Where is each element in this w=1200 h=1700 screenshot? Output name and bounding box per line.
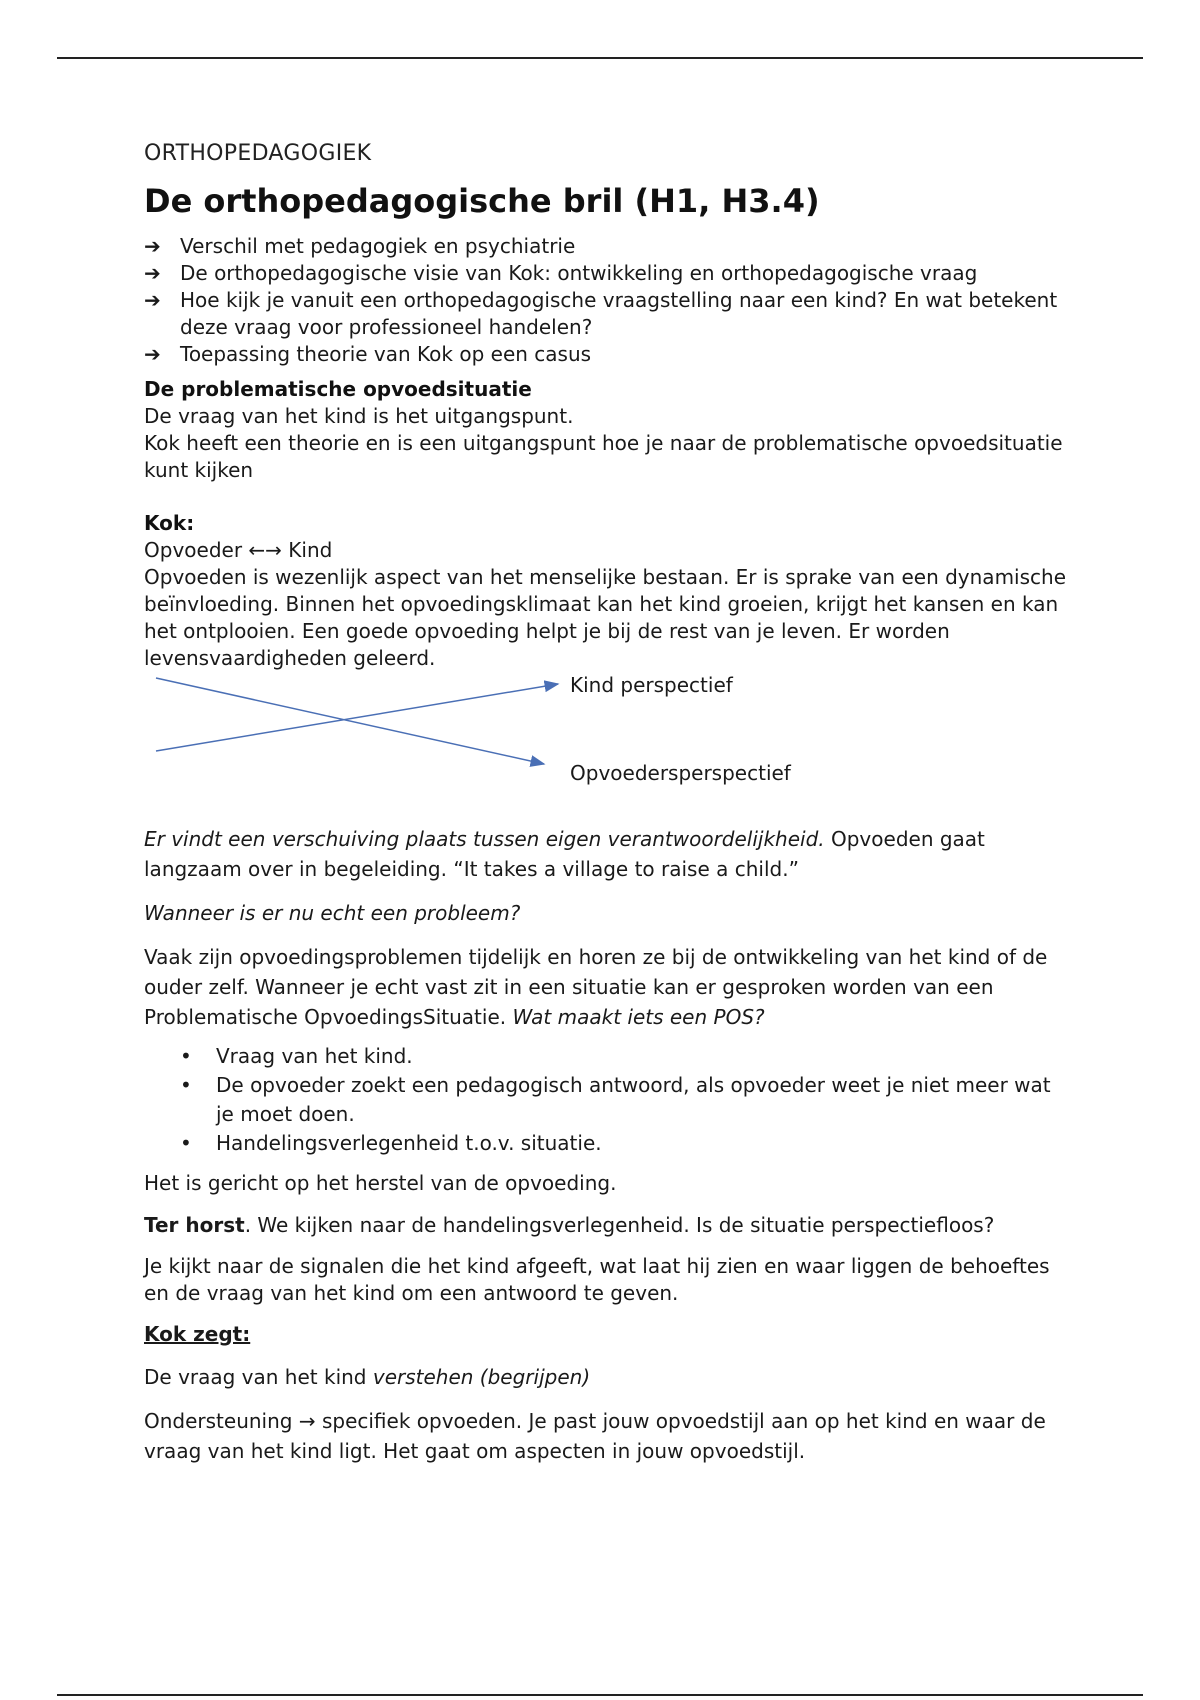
arrow-icon: ➔ xyxy=(144,234,161,258)
bullet-list xyxy=(144,1042,1074,1158)
opvoedersperspectief-label: Opvoedersperspectief xyxy=(570,761,791,785)
paragraph: Er vindt een verschuiving plaats tussen eigen verantwoordelijkheid. Opvoeden gaat langzaam over in begeleiding. “It takes a village to raise a child.” xyxy=(144,827,985,881)
relation-line: Opvoeder ←→ Kind xyxy=(144,538,333,562)
crossing-arrows xyxy=(144,672,574,810)
bullet-icon: • xyxy=(180,1131,192,1155)
subject-label: ORTHOPEDAGOGIEK xyxy=(144,141,372,166)
paragraph: De vraag van het kind is het uitgangspunt. xyxy=(144,404,574,428)
arrow-to-kind xyxy=(156,684,558,751)
section-heading-problematische-opvoedsituatie: De problematische opvoedsituatie xyxy=(144,377,532,401)
top-rule xyxy=(57,57,1143,59)
kind-perspectief-label: Kind perspectief xyxy=(570,673,733,697)
paragraph: Opvoeden is wezenlijk aspect van het menselijke bestaan. Er is sprake van een dynamische beïnvloeding. Binnen het opvoedingsklimaat kan het kind groeien, krijgt het kansen en kan het ontplooien. Een goede opvoeding helpt je bij de rest van je leven. Er worden levensvaardigheden geleerd. xyxy=(144,565,1067,670)
paragraph: Vaak zijn opvoedingsproblemen tijdelijk en horen ze bij de ontwikkeling van het kind of de ouder zelf. Wanneer je echt vast zit in een situatie kan er gesproken worden van een Problematische OpvoedingsSituatie. Wat maakt iets een POS? xyxy=(144,945,1048,1029)
bottom-rule xyxy=(57,1694,1143,1696)
arrow-icon: ➔ xyxy=(144,342,161,366)
arrow-icon: ➔ xyxy=(144,261,161,285)
intro-list xyxy=(144,233,1074,368)
paragraph: Ter horst. We kijken naar de handelingsverlegenheid. Is de situatie perspectiefloos? xyxy=(144,1213,995,1237)
list-item: • Handelingsverlegenheid t.o.v. situatie. xyxy=(144,1129,1074,1158)
list-item: • De opvoeder zoekt een pedagogisch antwoord, als opvoeder weet je niet meer wat je moet doen. xyxy=(180,1073,1051,1126)
page-title: De orthopedagogische bril (H1, H3.4) xyxy=(144,182,820,220)
bullet-icon: • xyxy=(180,1073,192,1097)
paragraph: Het is gericht op het herstel van de opvoeding. xyxy=(144,1171,617,1195)
document-body xyxy=(144,140,1074,1466)
paragraph: Ondersteuning → specifiek opvoeden. Je past jouw opvoedstijl aan op het kind en waar de vraag van het kind ligt. Het gaat om aspecten in jouw opvoedstijl. xyxy=(144,1409,1046,1463)
paragraph: Je kijkt naar de signalen die het kind afgeeft, wat laat hij zien en waar liggen de behoeftes en de vraag van het kind om een antwoord te geven. xyxy=(144,1254,1050,1305)
section-heading-kok: Kok: xyxy=(144,511,195,535)
list-item: ➔ De orthopedagogische visie van Kok: ontwikkeling en orthopedagogische vraag xyxy=(144,261,978,285)
question: Wanneer is er nu echt een probleem? xyxy=(144,901,521,925)
list-item: ➔ Verschil met pedagogiek en psychiatrie xyxy=(144,234,576,258)
paragraph: Kok heeft een theorie en is een uitgangspunt hoe je naar de problematische opvoedsituatie kunt kijken xyxy=(144,431,1063,482)
list-item: ➔ Toepassing theorie van Kok op een casus xyxy=(144,342,592,366)
list-item: • Vraag van het kind. xyxy=(144,1042,1074,1071)
list-item: ➔ Hoe kijk je vanuit een orthopedagogische vraagstelling naar een kind? En wat betekent deze vraag voor professioneel handelen? xyxy=(144,288,1058,339)
perspective-diagram xyxy=(144,672,1074,810)
section-heading-kok-zegt: Kok zegt: xyxy=(144,1322,251,1346)
arrow-to-opvoeder xyxy=(156,678,544,764)
bullet-icon: • xyxy=(180,1044,192,1068)
arrow-icon: ➔ xyxy=(144,288,161,312)
paragraph: De vraag van het kind verstehen (begrijpen) xyxy=(144,1365,591,1389)
